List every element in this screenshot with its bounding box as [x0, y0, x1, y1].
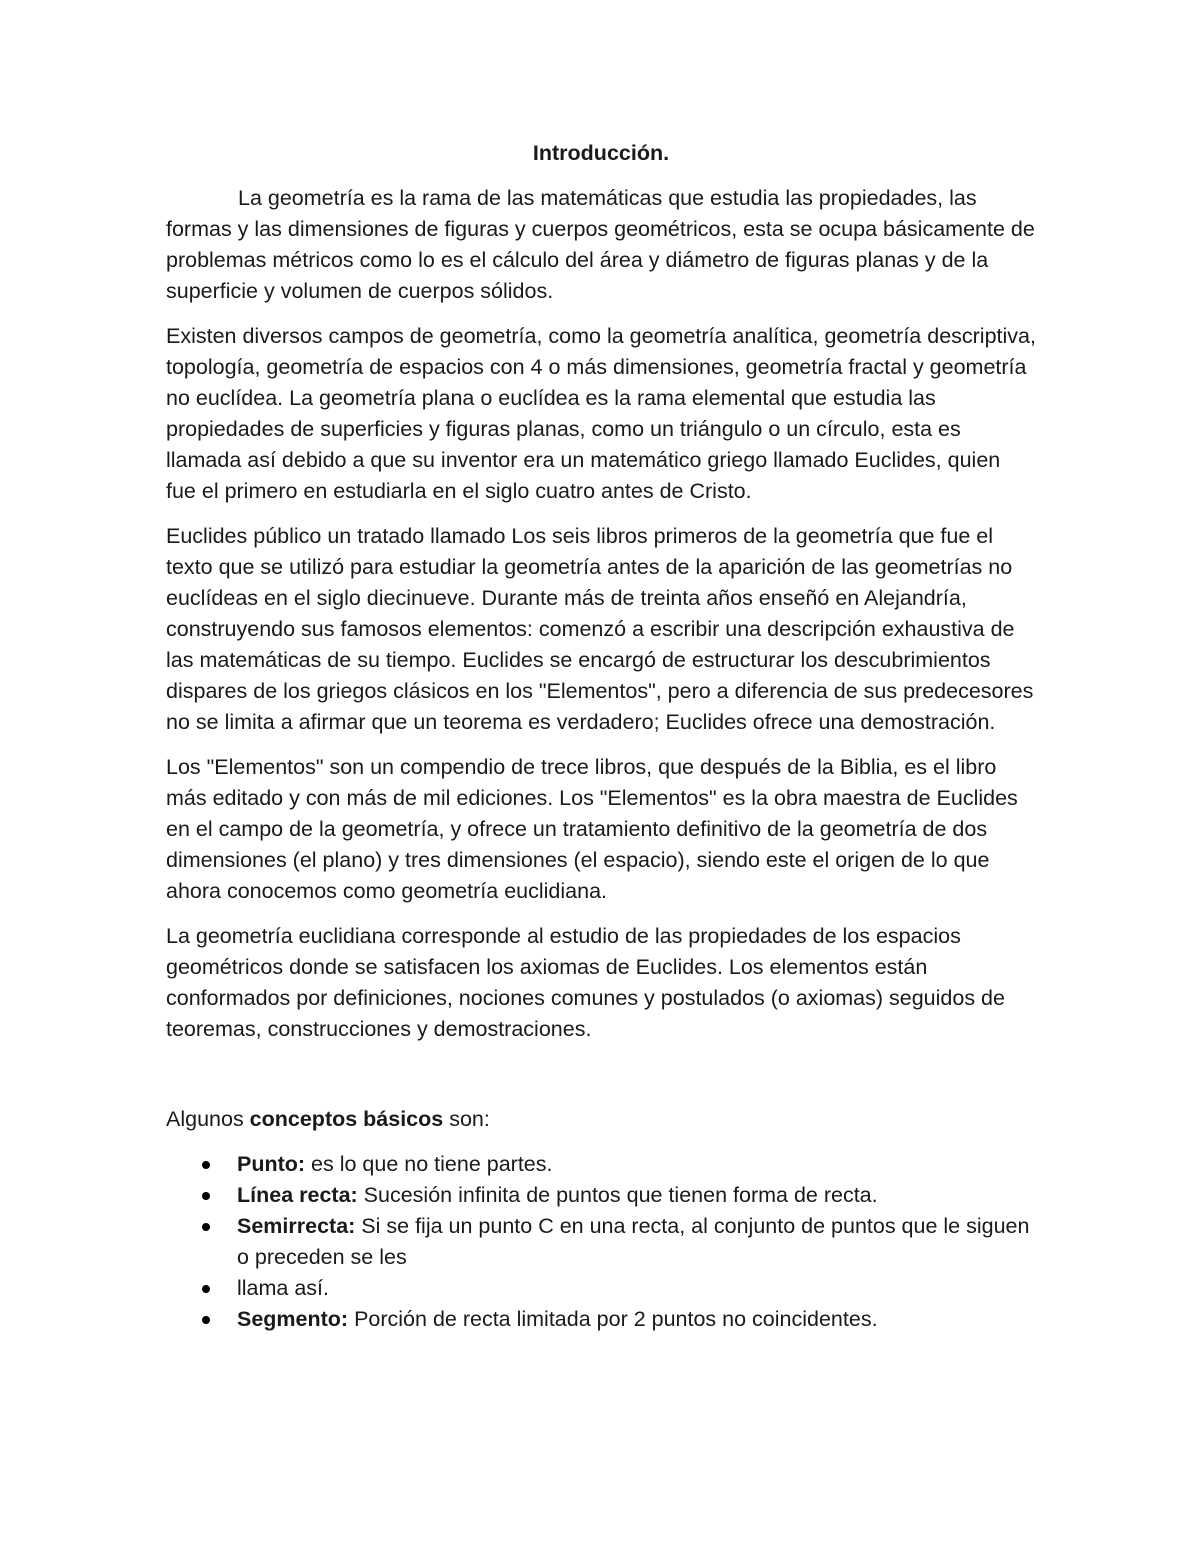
- list-item: [166, 1273, 1036, 1304]
- bullet-icon: [202, 1161, 210, 1169]
- paragraph-2: Existen diversos campos de geometría, como la geometría analítica, geometría descriptiva, topología, geometría de espacios con 4 o más dimensiones, geometría fractal y geometría no euclídea. La geometría plana o euclídea es la rama elemental que estudia las propiedades de superficies y figuras planas, como un triángulo o un círculo, esta es llamada así debido a que su inventor era un matemático griego llamado Euclides, quien fue el primero en estudiarla en el siglo cuatro antes de Cristo.: [166, 324, 1036, 503]
- concept-text: Porción de recta limitada por 2 puntos no coincidentes.: [348, 1307, 878, 1331]
- concepts-intro: [166, 1104, 1036, 1135]
- concept-term: Línea recta:: [237, 1183, 358, 1207]
- bullet-icon: [202, 1285, 210, 1293]
- list-item: [166, 1149, 1036, 1180]
- paragraph-3: Euclides público un tratado llamado Los seis libros primeros de la geometría que fue el texto que se utilizó para estudiar la geometría antes de la aparición de las geometrías no euclídeas en el siglo diecinueve. Durante más de treinta años enseñó en Alejandría, construyendo sus famosos elementos: comenzó a escribir una descripción exhaustiva de las matemáticas de su tiempo. Euclides se encargó de estructurar los descubrimientos dispares de los griegos clásicos en los "Elementos", pero a diferencia de sus predecesores no se limita a afirmar que un teorema es verdadero; Euclides ofrece una demostración.: [166, 524, 1034, 734]
- paragraph-1: La geometría es la rama de las matemáticas que estudia las propiedades, las formas y las dimensiones de figuras y cuerpos geométricos, esta se ocupa básicamente de problemas métricos como lo es el cálculo del área y diámetro de figuras planas y de la superficie y volumen de cuerpos sólidos.: [166, 186, 1035, 303]
- document-body: [166, 138, 1036, 1335]
- concepts-list: [166, 1149, 1036, 1335]
- list-item: [166, 1180, 1036, 1211]
- concept-term: Segmento:: [237, 1307, 349, 1331]
- concept-text: es lo que no tiene partes.: [305, 1152, 553, 1176]
- concepts-intro-after: son:: [443, 1107, 490, 1131]
- concepts-intro-bold: conceptos básicos: [249, 1107, 444, 1131]
- list-item: [166, 1211, 1036, 1273]
- bullet-icon: [202, 1192, 210, 1200]
- concept-text: Si se fija un punto C en una recta, al conjunto de puntos que le siguen o preceden se les: [237, 1214, 1030, 1269]
- concepts-intro-before: Algunos: [166, 1107, 250, 1131]
- concept-text: Sucesión infinita de puntos que tienen forma de recta.: [357, 1183, 878, 1207]
- blank-line: [166, 1059, 1036, 1104]
- document-title: Introducción.: [532, 141, 670, 165]
- paragraph-4: Los "Elementos" son un compendio de trece libros, que después de la Biblia, es el libro más editado y con más de mil ediciones. Los "Elementos" es la obra maestra de Euclides en el campo de la geometría, y ofrece un tratamiento definitivo de la geometría de dos dimensiones (el plano) y tres dimensiones (el espacio), siendo este el origen de lo que ahora conocemos como geometría euclidiana.: [166, 755, 1018, 903]
- concept-text: llama así.: [237, 1276, 330, 1300]
- list-item: [166, 1304, 1036, 1335]
- bullet-icon: [202, 1316, 210, 1324]
- concept-term: Punto:: [237, 1152, 306, 1176]
- paragraph-5: La geometría euclidiana corresponde al estudio de las propiedades de los espacios geométricos donde se satisfacen los axiomas de Euclides. Los elementos están conformados por definiciones, nociones comunes y postulados (o axiomas) seguidos de teoremas, construcciones y demostraciones.: [166, 924, 1005, 1041]
- concept-term: Semirrecta:: [237, 1214, 356, 1238]
- bullet-icon: [202, 1223, 210, 1231]
